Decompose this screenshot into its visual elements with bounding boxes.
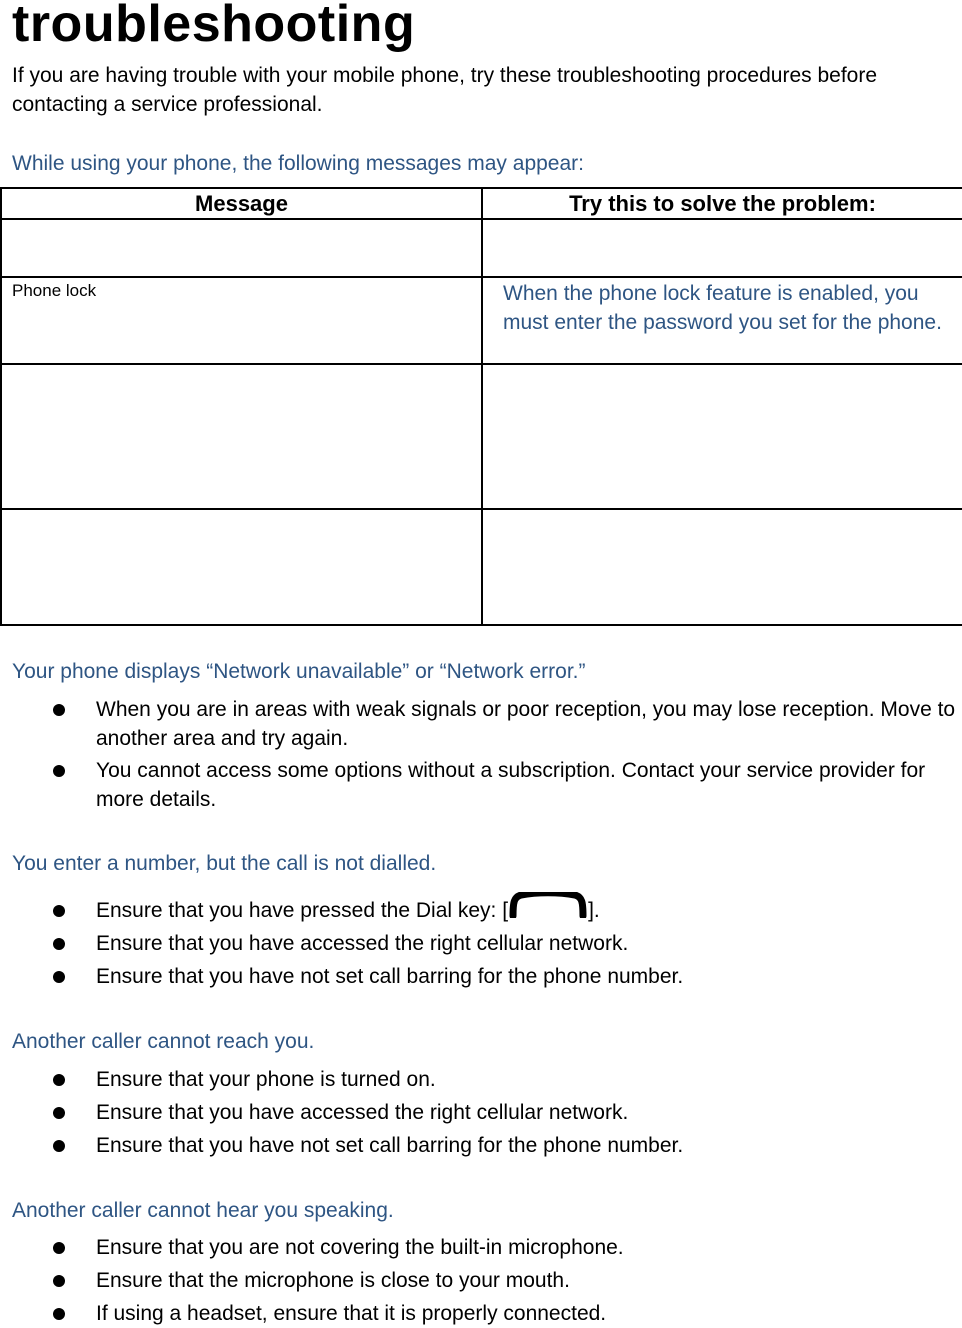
section-heading-network: Your phone displays “Network unavailable” or “Network error.”: [12, 660, 586, 683]
phone-handset-icon: [509, 892, 587, 918]
section-heading-cannot-reach: Another caller cannot reach you.: [12, 1030, 315, 1053]
list-item: If using a headset, ensure that it is properly connected.: [0, 1299, 962, 1328]
list-item: Ensure that you have accessed the right cellular network.: [0, 929, 962, 958]
page-title: troubleshooting: [12, 0, 416, 53]
solution-cell: When the phone lock feature is enabled, you must enter the password you set for the phone.: [482, 277, 962, 364]
bullet-dot-icon: [53, 1140, 65, 1152]
list-not-dialled: [0, 896, 962, 991]
column-header-solution: Try this to solve the problem:: [482, 188, 962, 219]
list-item: Ensure that you have accessed the right cellular network.: [0, 1098, 962, 1127]
list-item: Ensure that you have pressed the Dial key: [ ].: [0, 896, 962, 925]
bullet-dot-icon: [53, 704, 65, 716]
bullet-dot-icon: [53, 905, 65, 917]
list-item: Ensure that your phone is turned on.: [0, 1065, 962, 1094]
bullet-dot-icon: [53, 971, 65, 983]
table-row: [1, 364, 962, 509]
solution-cell: [482, 509, 962, 625]
bullet-dot-icon: [53, 938, 65, 950]
list-item: Ensure that the microphone is close to your mouth.: [0, 1266, 962, 1295]
bullet-dot-icon: [53, 1308, 65, 1320]
message-cell: [1, 219, 482, 277]
list-item: Ensure that you have not set call barring for the phone number.: [0, 962, 962, 991]
list-item: You cannot access some options without a subscription. Contact your service provider for more details.: [0, 756, 962, 814]
list-cannot-reach: [0, 1065, 962, 1160]
list-cannot-hear: [0, 1233, 962, 1328]
list-item: Ensure that you have not set call barring for the phone number.: [0, 1131, 962, 1160]
list-network: [0, 695, 962, 814]
bullet-dot-icon: [53, 1275, 65, 1287]
bullet-dot-icon: [53, 1107, 65, 1119]
list-item: Ensure that you are not covering the built-in microphone.: [0, 1233, 962, 1262]
section-heading-cannot-hear: Another caller cannot hear you speaking.: [12, 1199, 394, 1222]
messages-table: [0, 187, 962, 626]
solution-cell: [482, 219, 962, 277]
bullet-dot-icon: [53, 765, 65, 777]
table-header-row: [1, 188, 962, 219]
column-header-message: Message: [1, 188, 482, 219]
solution-cell: [482, 364, 962, 509]
message-cell: [1, 364, 482, 509]
bullet-dot-icon: [53, 1074, 65, 1086]
message-cell: [1, 509, 482, 625]
intro-text: If you are having trouble with your mobile phone, try these troubleshooting procedures before contacting a service professional.: [12, 64, 878, 116]
table-intro: While using your phone, the following messages may appear:: [12, 152, 584, 175]
table-row: [1, 219, 962, 277]
section-heading-not-dialled: You enter a number, but the call is not dialled.: [12, 852, 437, 875]
list-item: When you are in areas with weak signals or poor reception, you may lose reception. Move to another area and try again.: [0, 695, 962, 753]
table-row: [1, 277, 962, 364]
bullet-dot-icon: [53, 1242, 65, 1254]
message-cell: Phone lock: [1, 277, 482, 364]
table-row: [1, 509, 962, 625]
